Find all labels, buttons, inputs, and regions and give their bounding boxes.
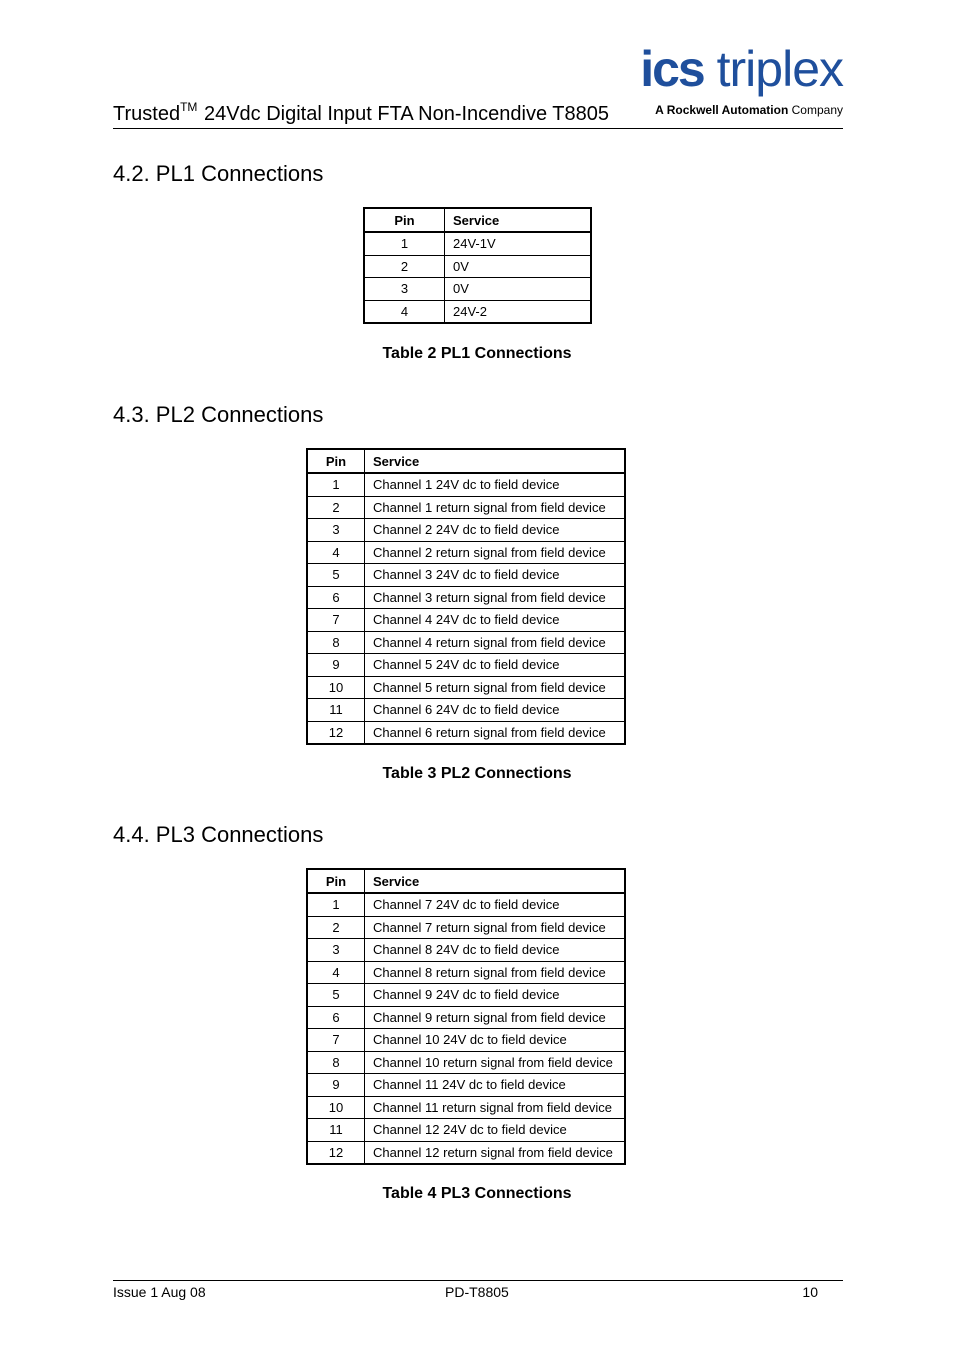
pl3-connections-table [306, 868, 626, 1165]
pin-cell: 1 [307, 473, 365, 496]
service-cell: Channel 10 24V dc to field device [365, 1029, 626, 1052]
service-cell: Channel 9 return signal from field device [365, 1006, 626, 1029]
table-row [307, 984, 625, 1007]
service-cell: Channel 4 24V dc to field device [365, 609, 626, 632]
column-header-pin: Pin [364, 208, 445, 232]
service-cell: 0V [445, 278, 592, 301]
table-row [364, 300, 591, 323]
document-number: PD-T8805 [445, 1284, 509, 1300]
logo-triplex: triplex [703, 41, 843, 97]
table-row [307, 676, 625, 699]
pin-cell: 9 [307, 654, 365, 677]
section-heading-pl2: 4.3. PL2 Connections [113, 402, 324, 427]
column-header-service: Service [365, 449, 626, 473]
pin-cell: 5 [307, 984, 365, 1007]
table-row [307, 541, 625, 564]
page-number: 10 [802, 1284, 818, 1300]
pin-cell: 8 [307, 631, 365, 654]
table-row [364, 278, 591, 301]
table-row [307, 1119, 625, 1142]
table-row [307, 473, 625, 496]
table-caption-pl1: Table 2 PL1 Connections [382, 345, 572, 362]
service-cell: 24V-2 [445, 300, 592, 323]
table-row [307, 1051, 625, 1074]
pin-cell: 10 [307, 676, 365, 699]
logo-wordmark [640, 40, 843, 98]
pin-cell: 1 [364, 232, 445, 255]
service-cell: Channel 5 24V dc to field device [365, 654, 626, 677]
service-cell: Channel 10 return signal from field device [365, 1051, 626, 1074]
pin-cell: 6 [307, 1006, 365, 1029]
column-header-pin: Pin [307, 869, 365, 893]
table-row [307, 519, 625, 542]
service-cell: Channel 5 return signal from field device [365, 676, 626, 699]
logo-sub-brand: Rockwell Automation [666, 103, 789, 117]
pin-cell: 8 [307, 1051, 365, 1074]
service-cell: Channel 6 return signal from field device [365, 721, 626, 744]
pin-cell: 4 [307, 961, 365, 984]
pin-cell: 5 [307, 564, 365, 587]
table-row [307, 496, 625, 519]
service-cell: Channel 7 24V dc to field device [365, 893, 626, 916]
table-row [307, 1141, 625, 1164]
trademark-mark: TM [180, 100, 198, 114]
table-row [307, 721, 625, 744]
service-cell: Channel 3 return signal from field device [365, 586, 626, 609]
table-row [307, 631, 625, 654]
column-header-service: Service [365, 869, 626, 893]
pl2-connections-table [306, 448, 626, 745]
logo-sub-a: A [655, 103, 667, 117]
pin-cell: 1 [307, 893, 365, 916]
section-heading-pl1: 4.2. PL1 Connections [113, 161, 324, 186]
pin-cell: 4 [364, 300, 445, 323]
pin-cell: 12 [307, 1141, 365, 1164]
table-header-row [307, 449, 625, 473]
service-cell: Channel 4 return signal from field device [365, 631, 626, 654]
service-cell: Channel 1 return signal from field device [365, 496, 626, 519]
pin-cell: 3 [307, 939, 365, 962]
table-row [307, 609, 625, 632]
table-row [307, 586, 625, 609]
service-cell: 24V-1V [445, 232, 592, 255]
table-row [307, 564, 625, 587]
table-body [307, 893, 625, 1164]
service-cell: Channel 8 return signal from field device [365, 961, 626, 984]
title-rest: 24Vdc Digital Input FTA Non-Incendive T8805 [198, 103, 609, 125]
logo-tagline [655, 103, 843, 117]
pin-cell: 7 [307, 1029, 365, 1052]
table-row [307, 654, 625, 677]
service-cell: Channel 12 return signal from field device [365, 1141, 626, 1164]
table-header-row [307, 869, 625, 893]
service-cell: Channel 12 24V dc to field device [365, 1119, 626, 1142]
table-row [364, 232, 591, 255]
table-row [364, 255, 591, 278]
service-cell: 0V [445, 255, 592, 278]
pin-cell: 10 [307, 1096, 365, 1119]
pin-cell: 7 [307, 609, 365, 632]
page-footer [113, 1280, 843, 1300]
document-title [113, 100, 609, 126]
pin-cell: 4 [307, 541, 365, 564]
section-heading-pl3: 4.4. PL3 Connections [113, 822, 324, 847]
pin-cell: 2 [307, 496, 365, 519]
page-header [113, 40, 843, 129]
table-row [307, 916, 625, 939]
pin-cell: 12 [307, 721, 365, 744]
pin-cell: 11 [307, 1119, 365, 1142]
service-cell: Channel 9 24V dc to field device [365, 984, 626, 1007]
table-row [307, 1096, 625, 1119]
service-cell: Channel 3 24V dc to field device [365, 564, 626, 587]
service-cell: Channel 8 24V dc to field device [365, 939, 626, 962]
table-caption-pl3: Table 4 PL3 Connections [382, 1185, 572, 1202]
table-row [307, 1006, 625, 1029]
table-caption-pl2: Table 3 PL2 Connections [382, 765, 572, 782]
title-prefix: Trusted [113, 103, 181, 125]
table-row [307, 699, 625, 722]
logo-ics: ics [640, 41, 704, 97]
logo-sub-company: Company [788, 103, 843, 117]
column-header-service: Service [445, 208, 592, 232]
pin-cell: 2 [364, 255, 445, 278]
column-header-pin: Pin [307, 449, 365, 473]
service-cell: Channel 6 24V dc to field device [365, 699, 626, 722]
service-cell: Channel 7 return signal from field device [365, 916, 626, 939]
table-row [307, 893, 625, 916]
table-header-row [364, 208, 591, 232]
pl1-connections-table [363, 207, 592, 324]
issue-date: Issue 1 Aug 08 [113, 1284, 206, 1300]
table-body [307, 473, 625, 744]
pin-cell: 3 [307, 519, 365, 542]
ics-triplex-logo [611, 40, 843, 122]
pin-cell: 11 [307, 699, 365, 722]
service-cell: Channel 2 24V dc to field device [365, 519, 626, 542]
table-row [307, 1029, 625, 1052]
pin-cell: 6 [307, 586, 365, 609]
table-body [364, 232, 591, 323]
pin-cell: 2 [307, 916, 365, 939]
service-cell: Channel 11 24V dc to field device [365, 1074, 626, 1097]
pin-cell: 3 [364, 278, 445, 301]
service-cell: Channel 2 return signal from field device [365, 541, 626, 564]
table-row [307, 1074, 625, 1097]
table-row [307, 939, 625, 962]
service-cell: Channel 1 24V dc to field device [365, 473, 626, 496]
service-cell: Channel 11 return signal from field device [365, 1096, 626, 1119]
pin-cell: 9 [307, 1074, 365, 1097]
table-row [307, 961, 625, 984]
